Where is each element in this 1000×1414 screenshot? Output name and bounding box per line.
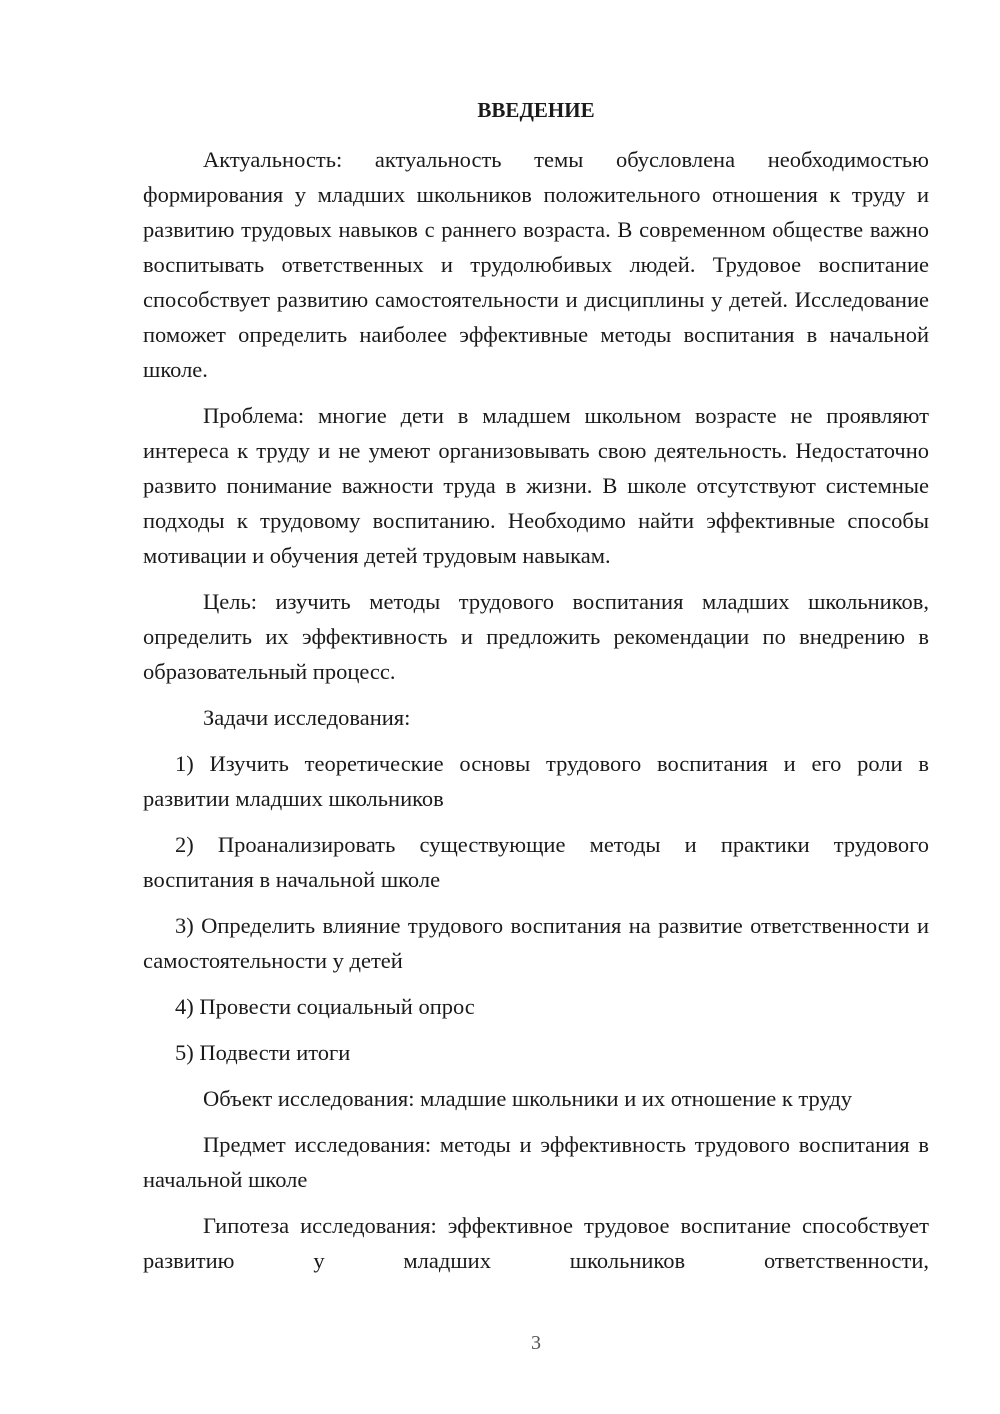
- page-number: 3: [531, 1332, 541, 1354]
- hypothesis-paragraph: Гипотеза исследования: эффективное трудовое воспитание способствует развитию у младших школьников ответственности,: [143, 1213, 929, 1273]
- task-item-4: 4) Провести социальный опрос: [175, 994, 475, 1019]
- problem-paragraph: Проблема: многие дети в младшем школьном возрасте не проявляют интереса к труду и не умеют организовывать свою деятельность. Недостаточно развито понимание важности труда в жизни. В школе отсутствуют системные подходы к трудовому воспитанию. Необходимо найти эффективные способы мотивации и обучения детей трудовым навыкам.: [143, 403, 929, 568]
- goal-paragraph: Цель: изучить методы трудового воспитания младших школьников, определить их эффективность и предложить рекомендации по внедрению в образовательный процесс.: [143, 589, 929, 684]
- task-item-3: 3) Определить влияние трудового воспитания на развитие ответственности и самостоятельности у детей: [143, 913, 929, 973]
- task-item-5: 5) Подвести итоги: [175, 1040, 351, 1065]
- object-paragraph: Объект исследования: младшие школьники и их отношение к труду: [203, 1086, 853, 1111]
- task-item-2: 2) Проанализировать существующие методы и практики трудового воспитания в начальной школе: [143, 832, 929, 892]
- tasks-heading: Задачи исследования:: [203, 705, 411, 730]
- task-item-1: 1) Изучить теоретические основы трудового воспитания и его роли в развитии младших школьников: [143, 751, 929, 811]
- document-page: [143, 92, 929, 1289]
- subject-paragraph: Предмет исследования: методы и эффективность трудового воспитания в начальной школе: [143, 1132, 929, 1192]
- section-heading: ВВЕДЕНИЕ: [477, 98, 595, 122]
- relevance-paragraph: Актуальность: актуальность темы обусловлена необходимостью формирования у младших школьников положительного отношения к труду и развитию трудовых навыков с раннего возраста. В современном обществе важно воспитывать ответственных и трудолюбивых людей. Трудовое воспитание способствует развитию самостоятельности и дисциплины у детей. Исследование поможет определить наиболее эффективные методы воспитания в начальной школе.: [143, 147, 929, 382]
